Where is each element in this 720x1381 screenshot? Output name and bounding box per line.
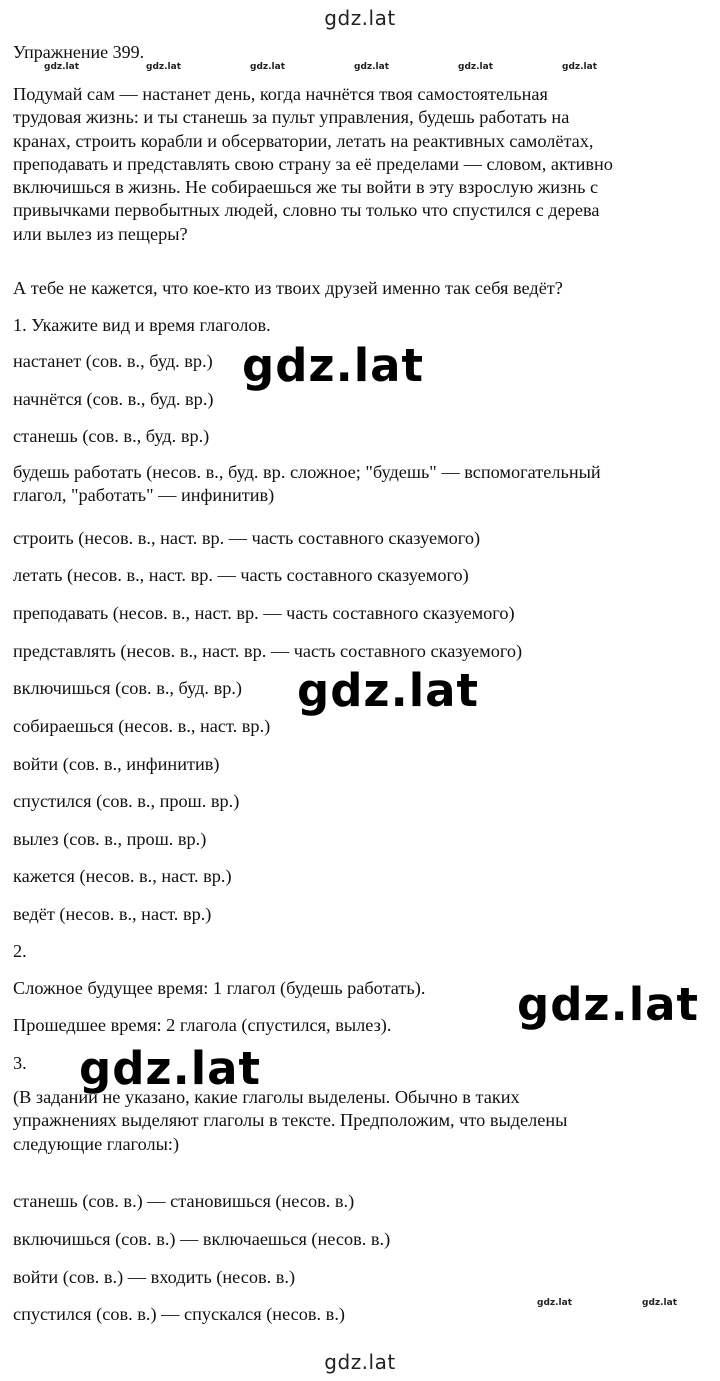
mini-watermark: gdz.lat [44,62,80,72]
mini-watermark: gdz.lat [146,62,182,72]
mini-watermark: gdz.lat [354,62,390,72]
verb-line: настанет (сов. в., буд. вр.) [13,351,213,371]
mini-watermark-row [0,62,720,76]
mini-watermark: gdz.lat [250,62,286,72]
exercise-title: Упражнение 399. [13,42,145,62]
small-watermark: gdz.lat [537,1298,573,1308]
intro-line: привычками первобытных людей, словно ты только что спустился с дерева [13,200,600,221]
verb-line: строить (несов. в., наст. вр. — часть составного сказуемого) [13,528,481,548]
footer-watermark: gdz.lat [324,1350,396,1374]
small-watermark: gdz.lat [642,1298,678,1308]
intro-line: кранах, строить корабли и обсерватории, летать на реактивных самолётах, [13,130,594,151]
verb-line: начнётся (сов. в., буд. вр.) [13,389,214,409]
intro-paragraph [13,83,713,246]
pair-line: спустился (сов. в.) — спускался (несов. в.) [13,1304,345,1324]
verb-line: глагол, "работать" — инфинитив) [13,485,275,506]
mini-watermark: gdz.lat [562,62,598,72]
verb-line: летать (несов. в., наст. вр. — часть составного сказуемого) [13,565,469,585]
verb-line: преподавать (несов. в., наст. вр. — часть составного сказуемого) [13,603,515,623]
watermark: gdz.lat [297,664,480,717]
verb-line: станешь (сов. в., буд. вр.) [13,426,210,446]
pair-line: станешь (сов. в.) — становишься (несов. в.) [13,1191,355,1211]
intro-line: трудовая жизнь: и ты станешь за пульт управления, будешь работать на [13,107,570,128]
watermark: gdz.lat [79,1042,262,1095]
watermark: gdz.lat [242,339,425,392]
verb-line: ведёт (несов. в., наст. вр.) [13,904,212,924]
verb-line: будешь работать (несов. в., буд. вр. сложное; "будешь" — вспомогательный [13,462,601,482]
intro-line: преподавать и представлять свою страну за её пределами — словом, активно [13,153,613,174]
verb-line: спустился (сов. в., прош. вр.) [13,791,240,811]
intro-line: или вылез из пещеры? [13,223,188,244]
note-line: следующие глаголы:) [13,1133,180,1154]
note-line: упражнениях выделяют глаголы в тексте. Предположим, что выделены [13,1110,568,1131]
pair-line: войти (сов. в.) — входить (несов. в.) [13,1267,296,1287]
task-2-heading: 2. [13,941,27,961]
verb-line: кажется (несов. в., наст. вр.) [13,866,232,886]
question-text: А тебе не кажется, что кое-кто из твоих друзей именно так себя ведёт? [13,278,563,298]
header-watermark: gdz.lat [324,6,396,30]
verb-complex [13,461,713,508]
verb-line: вылез (сов. в., прош. вр.) [13,829,207,849]
note-line: (В задании не указано, какие глаголы выделены. Обычно в таких [13,1087,520,1107]
watermark: gdz.lat [517,978,700,1031]
task-2-line: Прошедшее время: 2 глагола (спустился, вылез). [13,1015,392,1035]
task-3-note [13,1086,713,1156]
intro-line: Подумай сам — настанет день, когда начнётся твоя самостоятельная [13,84,548,104]
verb-line: собираешься (несов. в., наст. вр.) [13,716,271,736]
task-3-heading: 3. [13,1053,27,1073]
task-2-line: Сложное будущее время: 1 глагол (будешь работать). [13,978,426,998]
task-1-heading: 1. Укажите вид и время глаголов. [13,315,271,335]
intro-line: включишься в жизнь. Не собираешься же ты войти в эту взрослую жизнь с [13,177,599,198]
verb-line: войти (сов. в., инфинитив) [13,754,220,774]
verb-line: представлять (несов. в., наст. вр. — часть составного сказуемого) [13,641,523,661]
verb-line: включишься (сов. в., буд. вр.) [13,678,243,698]
pair-line: включишься (сов. в.) — включаешься (несов. в.) [13,1229,391,1249]
mini-watermark: gdz.lat [458,62,494,72]
